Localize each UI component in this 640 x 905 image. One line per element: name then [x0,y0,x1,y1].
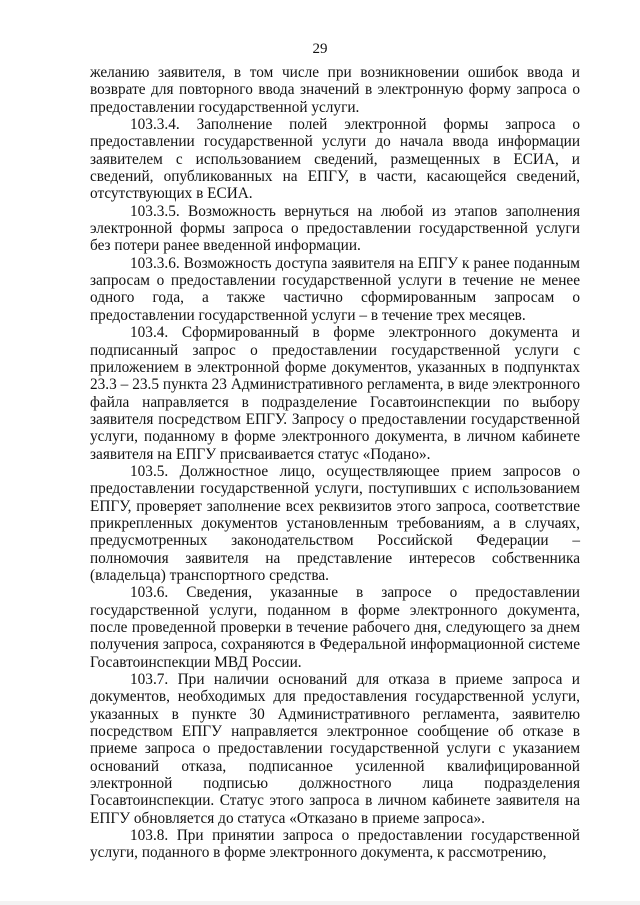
paragraph-103-3-6: 103.3.6. Возможность доступа заявителя на ЕПГУ к ранее поданным запросам о предоставлении государственной услуги в течение не менее одного года, а также частично сформированным запросам о предоставлении государственной услуги – в течение трех месяцев. [90,254,580,324]
paragraph-103-7: 103.7. При наличии оснований для отказа в приеме запроса и документов, необходимых для предоставления государственной услуги, указанных в пункте 30 Административного регламента, заявителю посредством ЕПГУ направляется электронное сообщение об отказе в приеме запроса о предоставлении государственной услуги с указанием оснований отказа, подписанное усиленной квалифицированной электронной подписью должностного лица подразделения Госавтоинспекции. Статус этого запроса в личном кабинете заявителя на ЕПГУ обновляется до статуса «Отказано в приеме запроса». [90,671,580,827]
paragraph-103-3-4: 103.3.4. Заполнение полей электронной формы запроса о предоставлении государственной услуги до начала ввода информации заявителем с использованием сведений, размещенных в ЕСИА, и сведений, опубликованных на ЕПГУ, в части, касающейся сведений, отсутствующих в ЕСИА. [90,116,580,203]
paragraph-103-3-5: 103.3.5. Возможность вернуться на любой из этапов заполнения электронной формы запроса о предоставлении государственной услуги без потери ранее введенной информации. [90,202,580,255]
paragraph-103-5: 103.5. Должностное лицо, осуществляющее прием запросов о предоставлении государственной услуги, поступивших с использованием ЕПГУ, проверяет заполнение всех реквизитов этого запроса, соответствие прикрепленных документов установленным требованиям, а в случаях, предусмотренных законодательством Российской Федерации – полномочия заявителя на представление интересов собственника (владельца) транспортного средства. [90,462,580,584]
page-number: 29 [312,41,328,57]
document-body [90,64,580,862]
paragraph-continuation: желанию заявителя, в том числе при возникновении ошибок ввода и возврате для повторного ввода значений в электронную форму запроса о предоставлении государственной услуги. [90,64,580,116]
scan-edge [0,901,640,905]
paragraph-103-4: 103.4. Сформированный в форме электронного документа и подписанный запрос о предоставлении государственной услуги с приложением в электронной форме документов, указанных в подпунктах 23.3 – 23.5 пункта 23 Административного регламента, в виде электронного файла направляется в подразделение Госавтоинспекции по выбору заявителя посредством ЕПГУ. Запросу о предоставлении государственной услуги, поданному в форме электронного документа, в личном кабинете заявителя на ЕПГУ присваивается статус «Подано». [90,324,580,463]
paragraph-103-8: 103.8. При принятии запроса о предоставлении государственной услуги, поданного в форме электронного документа, к рассмотрению, [90,827,580,862]
paragraph-103-6: 103.6. Сведения, указанные в запросе о предоставлении государственной услуги, поданном в форме электронного документа, после проведенной проверки в течение рабочего дня, следующего за днем получения запроса, сохраняются в Федеральной информационной системе Госавтоинспекции МВД России. [90,584,580,671]
